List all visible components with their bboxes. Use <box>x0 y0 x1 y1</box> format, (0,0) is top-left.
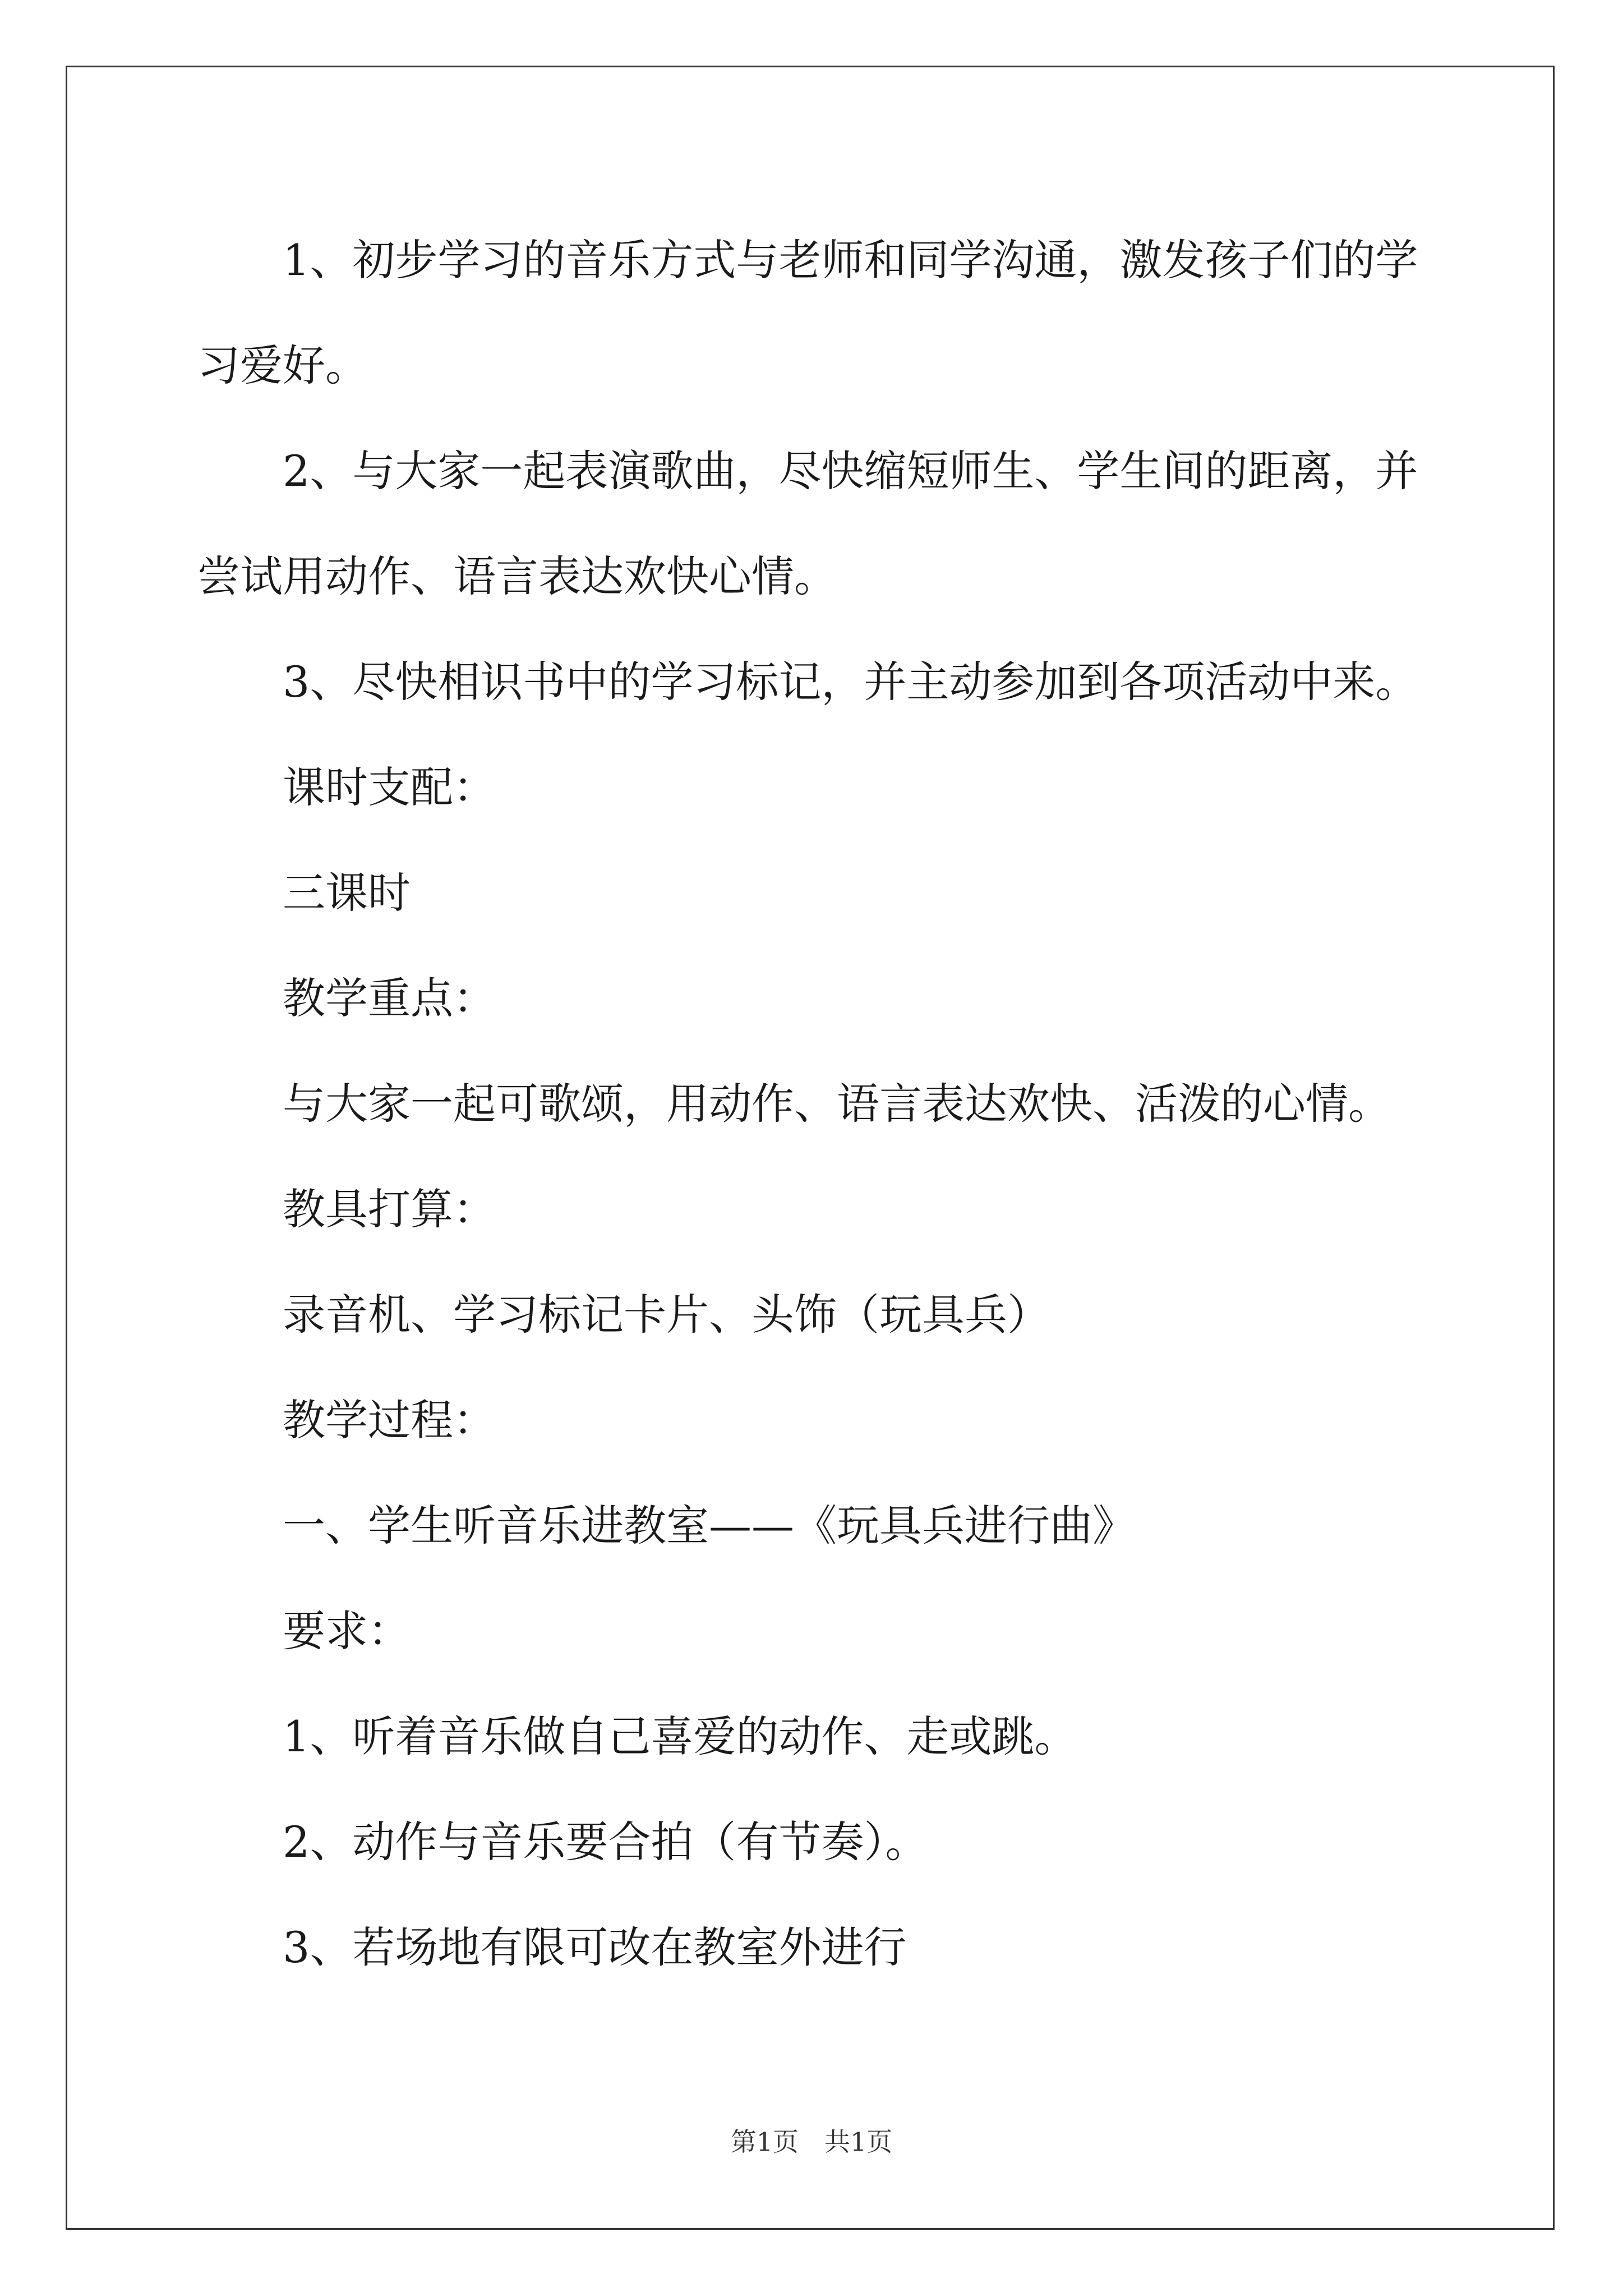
goal-1-paragraph: 1、初步学习的音乐方式与老师和同学沟通，激发孩子们的学习爱好。 <box>197 235 1418 390</box>
requirement-2: 2、动作与音乐要合拍（有节奏）。 <box>283 1817 928 1867</box>
schedule-value: 三课时 <box>283 868 411 918</box>
process-heading: 教学过程： <box>283 1395 496 1445</box>
aids-value: 录音机、学习标记卡片、头饰（玩具兵） <box>283 1290 1050 1340</box>
aids-heading: 教具打算： <box>283 1184 496 1234</box>
step-1-paragraph: 一、学生听音乐进教室——《玩具兵进行曲》 <box>283 1501 1135 1550</box>
page-footer: 第1页 共1页 <box>730 2127 893 2157</box>
goal-2-paragraph: 2、与大家一起表演歌曲，尽快缩短师生、学生间的距离，并尝试用动作、语言表达欢快心情。 <box>197 446 1418 601</box>
requirement-1: 1、听着音乐做自己喜爱的动作、走或跳。 <box>283 1711 1077 1761</box>
requirements-heading: 要求： <box>283 1606 411 1656</box>
focus-heading: 教学重点： <box>283 973 496 1023</box>
schedule-heading: 课时支配： <box>283 762 496 812</box>
focus-value: 与大家一起可歌颂，用动作、语言表达欢快、活泼的心情。 <box>283 1079 1391 1129</box>
document-body <box>197 208 1431 2000</box>
requirement-3: 3、若场地有限可改在教室外进行 <box>283 1922 907 1972</box>
goal-3-paragraph: 3、尽快相识书中的学习标记，并主动参加到各项活动中来。 <box>283 657 1418 707</box>
